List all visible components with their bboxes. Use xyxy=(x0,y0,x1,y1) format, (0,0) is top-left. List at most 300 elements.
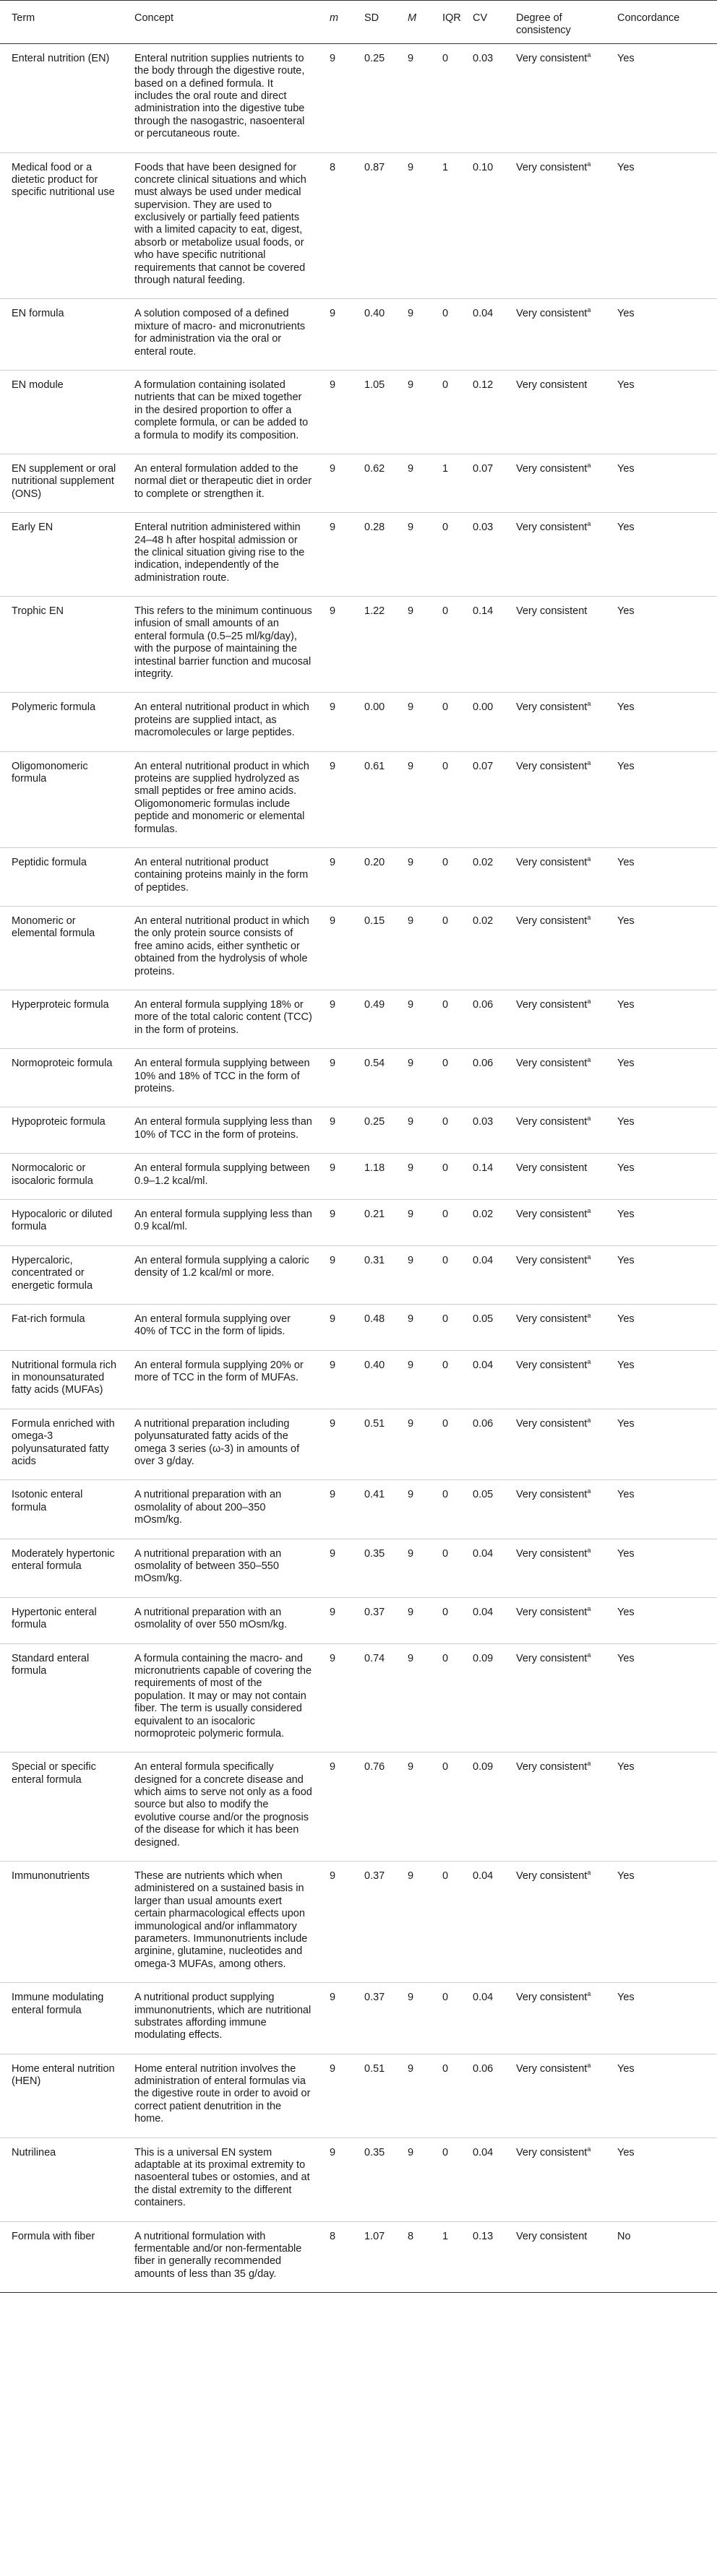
cell-concordance: Yes xyxy=(606,693,717,751)
cell-concordance: Yes xyxy=(606,1752,717,1862)
cell-mean: 9 xyxy=(318,907,353,990)
cell-sd: 0.15 xyxy=(353,907,396,990)
cell-median: 9 xyxy=(396,1199,431,1245)
cell-concordance: Yes xyxy=(606,2138,717,2221)
cell-sd: 0.31 xyxy=(353,1245,396,1304)
cell-mean: 8 xyxy=(318,152,353,299)
cell-mean: 9 xyxy=(318,1643,353,1752)
table-row xyxy=(0,1154,717,1200)
cell-term: EN supplement or oral nutritional supplement (ONS) xyxy=(0,454,123,512)
header-degree: Degree of consistency xyxy=(505,1,606,44)
cell-concordance: Yes xyxy=(606,513,717,597)
cell-median: 9 xyxy=(396,1862,431,1983)
cell-concordance: Yes xyxy=(606,1643,717,1752)
table-row xyxy=(0,751,717,847)
footnote-marker: a xyxy=(587,1312,591,1320)
cell-median: 9 xyxy=(396,1049,431,1107)
cell-mean: 9 xyxy=(318,1597,353,1643)
cell-concept: An enteral formula supplying less than 10% of TCC in the form of proteins. xyxy=(123,1107,318,1154)
cell-cv: 0.07 xyxy=(461,454,505,512)
cell-term: Hypoproteic formula xyxy=(0,1107,123,1154)
footnote-marker: a xyxy=(587,855,591,863)
cell-cv: 0.00 xyxy=(461,693,505,751)
cell-sd: 0.41 xyxy=(353,1480,396,1539)
degree-text: Very consistent xyxy=(516,1162,588,1175)
cell-mean: 9 xyxy=(318,2138,353,2221)
footnote-marker: a xyxy=(587,1760,591,1768)
cell-median: 9 xyxy=(396,152,431,299)
cell-median: 9 xyxy=(396,693,431,751)
table-row xyxy=(0,299,717,371)
cell-iqr: 0 xyxy=(431,1409,461,1480)
cell-sd: 0.00 xyxy=(353,693,396,751)
table-row xyxy=(0,370,717,454)
cell-iqr: 0 xyxy=(431,299,461,371)
cell-iqr: 0 xyxy=(431,597,461,693)
cell-term: Fat-rich formula xyxy=(0,1304,123,1350)
degree-text: Very consistent xyxy=(516,1417,588,1430)
cell-term: Normocaloric or isocaloric formula xyxy=(0,1154,123,1200)
cell-iqr: 0 xyxy=(431,693,461,751)
cell-mean: 9 xyxy=(318,299,353,371)
cell-median: 9 xyxy=(396,1245,431,1304)
cell-sd: 0.40 xyxy=(353,299,396,371)
cell-degree xyxy=(505,1049,606,1107)
cell-degree xyxy=(505,2221,606,2293)
cell-concordance: Yes xyxy=(606,454,717,512)
table-row xyxy=(0,1049,717,1107)
footnote-marker: a xyxy=(587,1417,591,1425)
cell-cv: 0.04 xyxy=(461,1245,505,1304)
footnote-marker: a xyxy=(587,1207,591,1215)
table-row xyxy=(0,847,717,906)
cell-mean: 9 xyxy=(318,847,353,906)
cell-iqr: 0 xyxy=(431,1862,461,1983)
footnote-marker: a xyxy=(587,2145,591,2153)
cell-median: 9 xyxy=(396,1154,431,1200)
cell-term: Nutritional formula rich in monounsaturated fatty acids (MUFAs) xyxy=(0,1350,123,1409)
cell-iqr: 0 xyxy=(431,1199,461,1245)
footnote-marker: a xyxy=(587,1357,591,1365)
header-median: M xyxy=(396,1,431,44)
cell-sd: 0.37 xyxy=(353,1862,396,1983)
degree-text: Very consistent xyxy=(516,1359,588,1371)
cell-concordance: Yes xyxy=(606,847,717,906)
header-cv: CV xyxy=(461,1,505,44)
cell-concordance: Yes xyxy=(606,1597,717,1643)
cell-concept: An enteral formula supplying a caloric density of 1.2 kcal/ml or more. xyxy=(123,1245,318,1304)
cell-concordance: Yes xyxy=(606,1154,717,1200)
table-row xyxy=(0,1643,717,1752)
cell-cv: 0.03 xyxy=(461,513,505,597)
cell-sd: 1.22 xyxy=(353,597,396,693)
cell-median: 9 xyxy=(396,1409,431,1480)
cell-mean: 9 xyxy=(318,597,353,693)
cell-mean: 9 xyxy=(318,1409,353,1480)
cell-sd: 0.87 xyxy=(353,152,396,299)
cell-concordance: Yes xyxy=(606,1862,717,1983)
cell-cv: 0.06 xyxy=(461,1409,505,1480)
cell-median: 9 xyxy=(396,1480,431,1539)
header-concordance: Concordance xyxy=(606,1,717,44)
cell-degree xyxy=(505,1480,606,1539)
cell-cv: 0.05 xyxy=(461,1480,505,1539)
table-row xyxy=(0,597,717,693)
cell-median: 9 xyxy=(396,751,431,847)
cell-iqr: 0 xyxy=(431,43,461,152)
table-row xyxy=(0,1107,717,1154)
degree-text: Very consistent xyxy=(516,605,588,618)
cell-cv: 0.07 xyxy=(461,751,505,847)
cell-cv: 0.12 xyxy=(461,370,505,454)
cell-concept: A nutritional preparation including polyunsaturated fatty acids of the omega 3 series (ω-3) in amounts of over 3 g/day. xyxy=(123,1409,318,1480)
degree-text: Very consistent xyxy=(516,1992,588,2004)
table-body xyxy=(0,43,717,2292)
cell-iqr: 0 xyxy=(431,1480,461,1539)
cell-degree xyxy=(505,299,606,371)
cell-median: 9 xyxy=(396,513,431,597)
cell-cv: 0.04 xyxy=(461,1862,505,1983)
footnote-marker: a xyxy=(587,700,591,708)
cell-degree xyxy=(505,1107,606,1154)
table-row xyxy=(0,2221,717,2293)
degree-text: Very consistent xyxy=(516,1547,588,1560)
cell-degree xyxy=(505,1752,606,1862)
cell-cv: 0.04 xyxy=(461,1539,505,1597)
degree-text: Very consistent xyxy=(516,462,588,475)
table-row xyxy=(0,1480,717,1539)
table-row xyxy=(0,1597,717,1643)
degree-text: Very consistent xyxy=(516,915,588,928)
degree-text: Very consistent xyxy=(516,522,588,534)
header-sd: SD xyxy=(353,1,396,44)
table-row xyxy=(0,152,717,299)
footnote-marker: a xyxy=(587,1056,591,1064)
cell-mean: 9 xyxy=(318,1983,353,2054)
degree-text: Very consistent xyxy=(516,308,588,320)
cell-mean: 9 xyxy=(318,1350,353,1409)
cell-concordance: Yes xyxy=(606,1983,717,2054)
degree-text: Very consistent xyxy=(516,701,588,714)
cell-cv: 0.06 xyxy=(461,1049,505,1107)
cell-mean: 9 xyxy=(318,454,353,512)
degree-text: Very consistent xyxy=(516,1254,588,1266)
cell-iqr: 0 xyxy=(431,907,461,990)
cell-degree xyxy=(505,693,606,751)
table-header-row xyxy=(0,1,717,44)
cell-concordance: Yes xyxy=(606,1350,717,1409)
cell-degree xyxy=(505,513,606,597)
footnote-marker: a xyxy=(587,306,591,314)
cell-concept: A nutritional product supplying immunonutrients, which are nutritional substrates affording immune modulating effects. xyxy=(123,1983,318,2054)
cell-iqr: 0 xyxy=(431,513,461,597)
footnote-marker: a xyxy=(587,1115,591,1123)
cell-concept: An enteral formula supplying over 40% of TCC in the form of lipids. xyxy=(123,1304,318,1350)
footnote-marker: a xyxy=(587,1253,591,1261)
degree-text: Very consistent xyxy=(516,856,588,868)
cell-concept: This is a universal EN system adaptable at its proximal extremity to nasoenteral tubes or ostomies, and at the distal extremity to the different containers. xyxy=(123,2138,318,2221)
cell-degree xyxy=(505,1350,606,1409)
cell-cv: 0.02 xyxy=(461,1199,505,1245)
cell-mean: 9 xyxy=(318,370,353,454)
cell-concept: These are nutrients which when administered on a sustained basis in larger than usual amounts exert certain pharmacological effects upon immunological and/or inflammatory parameters. Immunonutrients include arginine, glutamine, nucleotides and omega-3 MUFAs, among others. xyxy=(123,1862,318,1983)
cell-concordance: Yes xyxy=(606,1049,717,1107)
cell-iqr: 0 xyxy=(431,847,461,906)
cell-concordance: Yes xyxy=(606,1199,717,1245)
cell-iqr: 0 xyxy=(431,1539,461,1597)
cell-term: EN formula xyxy=(0,299,123,371)
cell-degree xyxy=(505,597,606,693)
cell-sd: 0.54 xyxy=(353,1049,396,1107)
cell-degree xyxy=(505,1304,606,1350)
cell-concept: Enteral nutrition supplies nutrients to the body through the digestive route, based on a defined formula. It includes the oral route and direct administration into the digestive tube through the nasogastric, nasoenteral or percutaneous route. xyxy=(123,43,318,152)
footnote-marker: a xyxy=(587,160,591,168)
cell-iqr: 1 xyxy=(431,2221,461,2293)
cell-median: 9 xyxy=(396,1539,431,1597)
degree-text: Very consistent xyxy=(516,1313,588,1325)
cell-iqr: 0 xyxy=(431,1983,461,2054)
cell-concept: An enteral nutritional product in which proteins are supplied intact, as macromolecules or large peptides. xyxy=(123,693,318,751)
cell-sd: 0.62 xyxy=(353,454,396,512)
cell-cv: 0.04 xyxy=(461,1597,505,1643)
cell-term: Nutrilinea xyxy=(0,2138,123,2221)
cell-concept: An enteral nutritional product in which proteins are supplied hydrolyzed as small peptides or free amino acids. Oligomonomeric formulas include peptide and monomeric or elemental formulas. xyxy=(123,751,318,847)
cell-concept: Enteral nutrition administered within 24–48 h after hospital admission or the clinical situation giving rise to the indication, independently of the administration route. xyxy=(123,513,318,597)
cell-concordance: Yes xyxy=(606,1107,717,1154)
cell-concept: An enteral formula supplying 18% or more of the total caloric content (TCC) in the form of proteins. xyxy=(123,990,318,1049)
cell-concept: An enteral formulation added to the normal diet or therapeutic diet in order to complete or strengthen it. xyxy=(123,454,318,512)
cell-concept: An enteral formula supplying less than 0.9 kcal/ml. xyxy=(123,1199,318,1245)
cell-concordance: Yes xyxy=(606,1245,717,1304)
cell-cv: 0.03 xyxy=(461,43,505,152)
cell-mean: 9 xyxy=(318,1049,353,1107)
header-term: Term xyxy=(0,1,123,44)
cell-term: Moderately hypertonic enteral formula xyxy=(0,1539,123,1597)
cell-concept: An enteral formula supplying between 0.9–1.2 kcal/ml. xyxy=(123,1154,318,1200)
cell-iqr: 0 xyxy=(431,1154,461,1200)
degree-text: Very consistent xyxy=(516,379,588,391)
cell-sd: 0.51 xyxy=(353,1409,396,1480)
cell-degree xyxy=(505,1245,606,1304)
cell-concordance: Yes xyxy=(606,2054,717,2138)
cell-mean: 9 xyxy=(318,751,353,847)
cell-mean: 9 xyxy=(318,1107,353,1154)
cell-sd: 1.05 xyxy=(353,370,396,454)
cell-cv: 0.04 xyxy=(461,2138,505,2221)
cell-concordance: Yes xyxy=(606,751,717,847)
cell-mean: 9 xyxy=(318,1245,353,1304)
cell-term: Monomeric or elemental formula xyxy=(0,907,123,990)
cell-median: 9 xyxy=(396,370,431,454)
cell-concordance: Yes xyxy=(606,152,717,299)
cell-term: Special or specific enteral formula xyxy=(0,1752,123,1862)
cell-mean: 9 xyxy=(318,1862,353,1983)
cell-degree xyxy=(505,1154,606,1200)
table-row xyxy=(0,1983,717,2054)
degree-text: Very consistent xyxy=(516,1761,588,1773)
table-row xyxy=(0,1409,717,1480)
cell-sd: 0.21 xyxy=(353,1199,396,1245)
cell-degree xyxy=(505,1597,606,1643)
cell-iqr: 0 xyxy=(431,1049,461,1107)
cell-concept: An enteral formula specifically designed for a concrete disease and which aims to serve not only as a food source but also to modify the evolutive course and/or the prognosis of the disease for which it has been designed. xyxy=(123,1752,318,1862)
cell-iqr: 0 xyxy=(431,1597,461,1643)
cell-median: 9 xyxy=(396,1643,431,1752)
footnote-marker: a xyxy=(587,51,591,59)
cell-cv: 0.13 xyxy=(461,2221,505,2293)
cell-mean: 9 xyxy=(318,1480,353,1539)
cell-term: Peptidic formula xyxy=(0,847,123,906)
degree-text: Very consistent xyxy=(516,1652,588,1664)
cell-cv: 0.10 xyxy=(461,152,505,299)
table-row xyxy=(0,1304,717,1350)
cell-degree xyxy=(505,2054,606,2138)
cell-term: Immunonutrients xyxy=(0,1862,123,1983)
cell-median: 9 xyxy=(396,299,431,371)
cell-term: Early EN xyxy=(0,513,123,597)
cell-median: 9 xyxy=(396,1304,431,1350)
cell-median: 9 xyxy=(396,454,431,512)
cell-term: Medical food or a dietetic product for specific nutritional use xyxy=(0,152,123,299)
table-row xyxy=(0,1245,717,1304)
cell-concordance: No xyxy=(606,2221,717,2293)
cell-degree xyxy=(505,1539,606,1597)
cell-concept: A nutritional preparation with an osmolality of over 550 mOsm/kg. xyxy=(123,1597,318,1643)
cell-concept: Foods that have been designed for concrete clinical situations and which must always be used under medical supervision. They are used to exclusively or partially feed patients with a limited capacity to eat, digest, absorb or metabolize usual foods, or who have specific nutritional requirements that cannot be covered through natural feeding. xyxy=(123,152,318,299)
cell-concordance: Yes xyxy=(606,1409,717,1480)
degree-text: Very consistent xyxy=(516,1606,588,1618)
cell-sd: 0.20 xyxy=(353,847,396,906)
cell-sd: 1.07 xyxy=(353,2221,396,2293)
cell-cv: 0.02 xyxy=(461,847,505,906)
cell-iqr: 1 xyxy=(431,152,461,299)
footnote-marker: a xyxy=(587,520,591,528)
degree-text: Very consistent xyxy=(516,2230,588,2242)
footnote-marker: a xyxy=(587,1546,591,1554)
cell-mean: 8 xyxy=(318,2221,353,2293)
cell-degree xyxy=(505,370,606,454)
cell-concept: An enteral nutritional product containing proteins mainly in the form of peptides. xyxy=(123,847,318,906)
cell-mean: 9 xyxy=(318,1199,353,1245)
cell-degree xyxy=(505,847,606,906)
cell-median: 9 xyxy=(396,907,431,990)
table-row xyxy=(0,43,717,152)
cell-cv: 0.04 xyxy=(461,299,505,371)
cell-median: 9 xyxy=(396,1983,431,2054)
cell-sd: 0.37 xyxy=(353,1597,396,1643)
cell-sd: 1.18 xyxy=(353,1154,396,1200)
degree-text: Very consistent xyxy=(516,1489,588,1501)
cell-degree xyxy=(505,43,606,152)
cell-degree xyxy=(505,751,606,847)
footnote-marker: a xyxy=(587,998,591,1006)
cell-term: Enteral nutrition (EN) xyxy=(0,43,123,152)
footnote-marker: a xyxy=(587,1487,591,1495)
cell-mean: 9 xyxy=(318,1154,353,1200)
cell-sd: 0.35 xyxy=(353,1539,396,1597)
cell-iqr: 0 xyxy=(431,1350,461,1409)
cell-degree xyxy=(505,1862,606,1983)
cell-mean: 9 xyxy=(318,1752,353,1862)
cell-cv: 0.06 xyxy=(461,990,505,1049)
table-row xyxy=(0,990,717,1049)
cell-cv: 0.14 xyxy=(461,1154,505,1200)
cell-degree xyxy=(505,2138,606,2221)
cell-degree xyxy=(505,1983,606,2054)
cell-concept: An enteral nutritional product in which the only protein source consists of free amino acids, either synthetic or obtained from the hydrolysis of whole proteins. xyxy=(123,907,318,990)
table-row xyxy=(0,1350,717,1409)
cell-cv: 0.04 xyxy=(461,1983,505,2054)
cell-term: Trophic EN xyxy=(0,597,123,693)
cell-term: Home enteral nutrition (HEN) xyxy=(0,2054,123,2138)
footnote-marker: a xyxy=(587,1990,591,1998)
cell-cv: 0.03 xyxy=(461,1107,505,1154)
degree-text: Very consistent xyxy=(516,1116,588,1128)
table-row xyxy=(0,1752,717,1862)
header-iqr: IQR xyxy=(431,1,461,44)
footnote-marker: a xyxy=(587,2061,591,2069)
cell-sd: 0.40 xyxy=(353,1350,396,1409)
cell-sd: 0.76 xyxy=(353,1752,396,1862)
degree-text: Very consistent xyxy=(516,52,588,64)
cell-concept: A nutritional preparation with an osmolality of between 350–550 mOsm/kg. xyxy=(123,1539,318,1597)
cell-sd: 0.35 xyxy=(353,2138,396,2221)
cell-concept: An enteral formula supplying between 10% and 18% of TCC in the form of proteins. xyxy=(123,1049,318,1107)
table-row xyxy=(0,2054,717,2138)
cell-median: 9 xyxy=(396,597,431,693)
footnote-marker: a xyxy=(587,758,591,766)
header-concept: Concept xyxy=(123,1,318,44)
footnote-marker: a xyxy=(587,1604,591,1612)
cell-median: 9 xyxy=(396,1752,431,1862)
cell-mean: 9 xyxy=(318,693,353,751)
cell-sd: 0.25 xyxy=(353,1107,396,1154)
cell-median: 9 xyxy=(396,43,431,152)
cell-iqr: 0 xyxy=(431,1304,461,1350)
cell-degree xyxy=(505,990,606,1049)
table-row xyxy=(0,693,717,751)
cell-median: 9 xyxy=(396,847,431,906)
cell-degree xyxy=(505,1643,606,1752)
cell-iqr: 0 xyxy=(431,370,461,454)
cell-term: Hyperproteic formula xyxy=(0,990,123,1049)
cell-concept: A solution composed of a defined mixture of macro- and micronutrients for administration via the oral or enteral route. xyxy=(123,299,318,371)
cell-mean: 9 xyxy=(318,513,353,597)
table-row xyxy=(0,2138,717,2221)
cell-concept: A formula containing the macro- and micronutrients capable of covering the requirements of most of the population. It may or may not contain fiber. The term is usually considered equivalent to an isocaloric normoproteic polymeric formula. xyxy=(123,1643,318,1752)
cell-degree xyxy=(505,907,606,990)
cell-iqr: 0 xyxy=(431,2138,461,2221)
cell-mean: 9 xyxy=(318,1304,353,1350)
cell-median: 9 xyxy=(396,1597,431,1643)
cell-median: 9 xyxy=(396,990,431,1049)
cell-cv: 0.14 xyxy=(461,597,505,693)
table-row xyxy=(0,1539,717,1597)
degree-text: Very consistent xyxy=(516,999,588,1011)
cell-iqr: 0 xyxy=(431,751,461,847)
cell-cv: 0.09 xyxy=(461,1643,505,1752)
cell-iqr: 0 xyxy=(431,1643,461,1752)
degree-text: Very consistent xyxy=(516,760,588,772)
table-row xyxy=(0,1199,717,1245)
cell-mean: 9 xyxy=(318,990,353,1049)
cell-concordance: Yes xyxy=(606,43,717,152)
cell-concept: This refers to the minimum continuous infusion of small amounts of an enteral formula (0.5–25 ml/kg/day), with the purpose of maintaining the intestinal barrier function and mucosal integrity. xyxy=(123,597,318,693)
table-row xyxy=(0,454,717,512)
cell-degree xyxy=(505,152,606,299)
table-row xyxy=(0,1862,717,1983)
cell-concordance: Yes xyxy=(606,597,717,693)
